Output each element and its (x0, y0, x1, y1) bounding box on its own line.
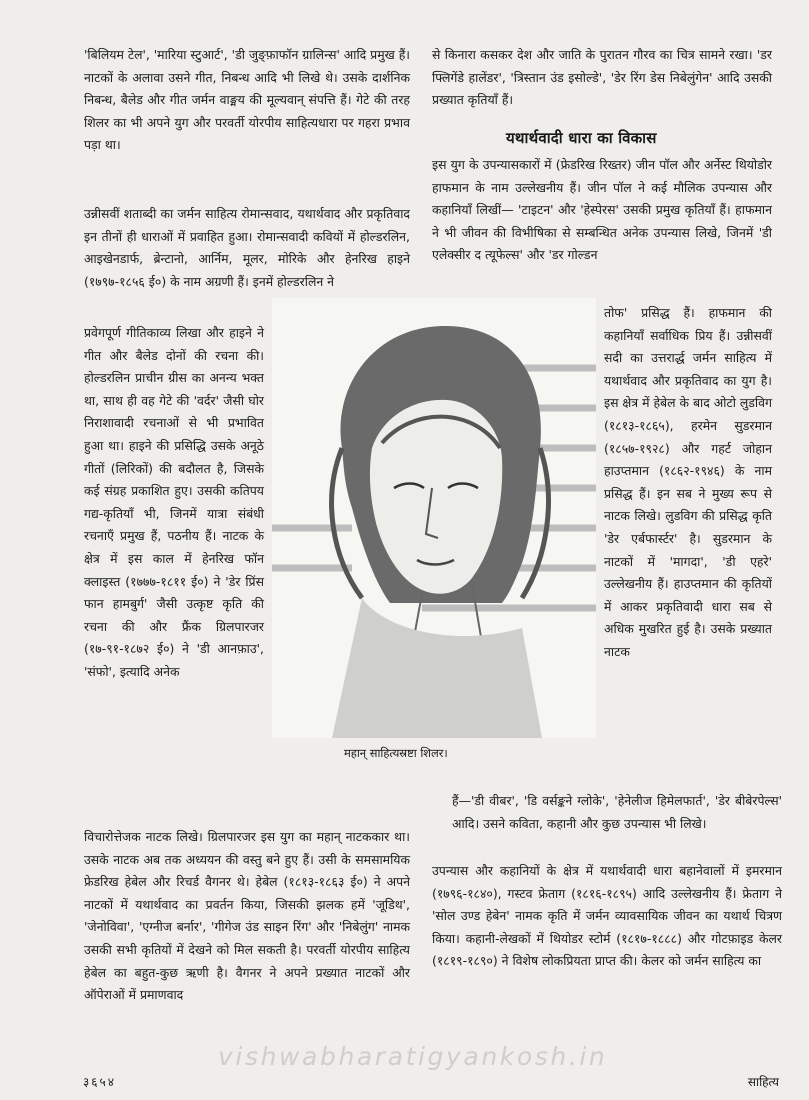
right-column-last-paragraph: उपन्यास और कहानियों के क्षेत्र में यथार्थवादी धारा बहानेवालों में इमरमान (१७९६-१८४०), गस्टव फ्रेताग (१८१६-१८९५) आदि उल्लेखनीय हैं। फ्रेताग ने 'सोल उण्ड हेबेन' नामक कृति में जर्मन व्यावसायिक जीवन का यथार्थ चित्रण किया। कहानी-लेखकों में थियोडर स्टोर्म (१८१७-१८८८) और गोटफ़ाइड केलर (१८१९-१८९०) ने विशेष लोकप्रियता प्राप्त की। केलर को जर्मन साहित्य का (432, 863, 782, 969)
right-column-top-paragraph: से किनारा कसकर देश और जाति के पुरातन गौरव का चित्र सामने रखा। 'डर फ्लिगेंडे हालेंडर', 'त्रिस्तान उंड इसोल्डे', 'डेर रिंग डेस निबेलुंगेन' आदि उसकी प्रख्यात कृतियाँ हैं। (432, 47, 772, 108)
illustration-caption: महान् साहित्यस्रष्टा शिलर। (344, 746, 448, 760)
right-column-wrapped-text: तोफ' प्रसिद्ध हैं। हाफमान की कहानियाँ सर्वाधिक प्रिय हैं। उन्नीसवीं सदी का उत्तरार्द्ध जर्मन साहित्य में यथार्थवाद और प्रकृतिवाद का युग है। इस क्षेत्र में हेबेल के बाद ओटो लुडविग (१८१३-१८६५), हरमेन सुडरमान (१८५७-१९२८) और गहर्ट जोहान हाउप्तमान (१८६२-१९४६) के नाम प्रसिद्ध हैं। इन सब ने मुख्य रूप से नाटक लिखे। लुडविग की प्रसिद्ध कृति 'डेर एर्बफार्स्टर' है। सुडरमान के नाटकों में 'मागदा', 'डी एहरे' उल्लेखनीय हैं। हाउप्तमान की कृतियों में आकर प्रकृतिवादी धारा सब से अधिक मुखरित हुई है। उसके प्रख्यात नाटक (604, 305, 772, 659)
watermark: vishwabharatigyankosh.in (218, 1042, 608, 1071)
page-number: ३६५४ (83, 1075, 116, 1089)
right-column-first-paragraph: इस युग के उपन्यासकारों में (फ्रेडरिख रिख्तर) जीन पॉल और अर्नेस्ट थियोडोर हाफमान के नाम उल्लेखनीय हैं। जीन पॉल ने कई मौलिक उपन्यास और कहानियाँ लिखीं— 'टाइटन' और 'हेस्पेरस' उसकी प्रमुख कृतियाँ हैं। हाफमान ने भी जीवन की विभीषिका से सम्बन्धित अनेक उपन्यास लिखे, जिनमें 'डी एलेक्सीर द त्यूफेल्स' और 'डर गोल्डन (432, 157, 772, 263)
left-column-top-paragraph: 'बिलियम टेल', 'मारिया स्टुआर्ट', 'डी जुङ्फ़ाफॉन ग्रालिन्स' आदि प्रमुख हैं। नाटकों के अलावा उसने गीत, निबन्ध आदि भी लिखे थे। उसके दार्शनिक निबन्ध, बैलेड और गीत जर्मन वाङ्मय की मूल्यवान् संपत्ति हैं। गेटे की तरह शिलर का भी अपने युग और परवर्ती योरपीय साहित्यधारा पर गहरा प्रभाव पड़ा था। (84, 47, 410, 153)
portrait-sketch (272, 298, 596, 738)
section-heading: यथार्थवादी धारा का विकास (506, 129, 657, 147)
right-column-continued-paragraph: हैं—'डी वीबर', 'डि वर्सङ्कने ग्लोके', 'हेनेलीज हिमेलफार्त', 'डेर बीबेरपेल्स' आदि। उसने कविता, कहानी और कुछ उपन्यास भी लिखे। (452, 793, 782, 831)
left-column-wrapped-text: प्रवेगपूर्ण गीतिकाव्य लिखा और हाइने ने गीत और बैलेड दोनों की रचना की। होल्डरलिन प्राचीन ग्रीस का अनन्य भक्त था, साथ ही वह गेटे की 'वर्दर' जैसी घोर निराशावादी रचनाओं से भी प्रभावित हुआ था। हाइने की प्रसिद्धि उसके अनूठे गीतों (लिरिकों) की बदौलत है, जिसके कई संग्रह प्रकाशित हुए। उसकी कतिपय गद्य-कृतियाँ भी, जिनमें यात्रा संबंधी रचनाएँ प्रमुख हैं, पठनीय हैं। नाटक के क्षेत्र में इस काल में हेनरिख फॉन क्लाइस्त (१७७७-१८११ ई०) ने 'डेर प्रिंस फान हामबुर्ग' जैसी उत्कृष्ट कृति की रचना की और फ्रैंक ग्रिलपारजर (१७-९१-१८७२ ई०) ने 'डी आनफ़ाउ', 'संफो', इत्यादि अनेक (84, 325, 264, 679)
left-column-bottom-paragraph: विचारोत्तेजक नाटक लिखे। ग्रिलपारजर इस युग का महान् नाटककार था। उसके नाटक अब तक अध्ययन की वस्तु बने हुए हैं। उसी के समसामयिक फ्रेडरिख हेबेल और रिचर्ड वैगनर थे। हेबेल (१८१३-१८६३ ई०) ने अपने नाटकों में यथार्थवाद का प्रवर्तन किया, जिसकी झलक हमें 'जूडिथ', 'जेनोविवा', 'एग्नीज बर्नार', 'गीगेज उंड साइन रिंग' और 'निबेलुंग' नामक उसकी सभी कृतियों में देखने को मिल सकती है। परवर्ती योरपीय साहित्य हेबेल का बहुत-कुछ ऋणी है। वैगनर ने अपने प्रख्यात नाटकों और ऑपेराओं में प्रमाणवाद (84, 829, 410, 1003)
schiller-portrait-illustration (272, 298, 596, 738)
left-column-second-paragraph: उन्नीसवीं शताब्दी का जर्मन साहित्य रोमान्सवाद, यथार्थवाद और प्रकृतिवाद इन तीनों ही धाराओं में प्रवाहित हुआ। रोमान्सवादी कवियों में होल्डरलिन, आइखेनडार्फ, ब्रेन्टानो, आर्निम, मूलर, मोरिके और हेनरिख हाइने (१७९७-१८५६ ई०) के नाम अग्रणी हैं। इनमें होल्डरलिन ने (84, 206, 410, 289)
page-footer-section: साहित्य (747, 1075, 779, 1089)
